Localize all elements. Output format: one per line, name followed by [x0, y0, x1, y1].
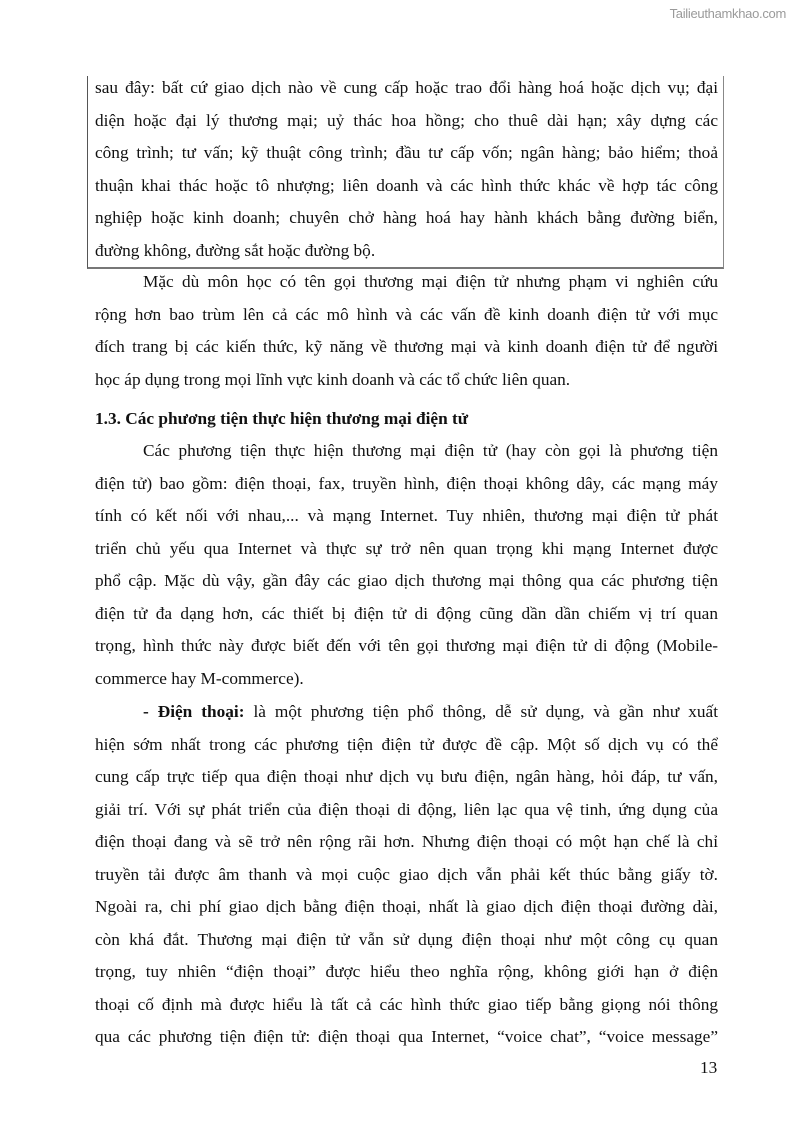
paragraph-line: qua các phương tiện điện tử: điện thoại qua Internet, “voice chat”, “voice message” — [95, 1027, 718, 1046]
paragraph-line — [143, 701, 718, 723]
paragraph-line: Các phương tiện thực hiện thương mại điện tử (hay còn gọi là phương tiện — [143, 441, 718, 460]
watermark: Tailieuthamkhao.com — [669, 6, 786, 21]
paragraph-line: điện thoại đang và sẽ trở nên rộng rãi hơn. Nhưng điện thoại có một hạn chế là chỉ — [95, 832, 718, 851]
paragraph-line: còn khá đắt. Thương mại điện tử vẫn sử dụng điện thoại như một công cụ quan — [95, 930, 718, 949]
box-text-line: đường không, đường sắt hoặc đường bộ. — [95, 241, 376, 260]
paragraph-line: cung cấp trực tiếp qua điện thoại như dịch vụ bưu điện, ngân hàng, hỏi đáp, tư vấn, — [95, 767, 718, 786]
paragraph-line: trọng, tuy nhiên “điện thoại” được hiểu theo nghĩa rộng, không giới hạn ở điện — [95, 962, 718, 981]
box-text-line: thuận khai thác hoặc tô nhượng; liên doanh và các hình thức khác về hợp tác công — [95, 176, 718, 195]
paragraph-line: điện tử) bao gồm: điện thoại, fax, truyền hình, điện thoại không dây, các mạng máy — [95, 474, 718, 493]
paragraph-line: Mặc dù môn học có tên gọi thương mại điện tử nhưng phạm vi nghiên cứu — [143, 272, 718, 291]
paragraph-line: học áp dụng trong mọi lĩnh vực kinh doanh và các tổ chức liên quan. — [95, 370, 571, 389]
box-text-line: công trình; tư vấn; kỹ thuật công trình; đầu tư cấp vốn; ngân hàng; bảo hiểm; thoả — [95, 143, 718, 162]
paragraph-line: truyền tải được âm thanh và mọi cuộc giao dịch vẫn phải kết thúc bằng giấy tờ. — [95, 865, 718, 884]
paragraph-line: commerce hay M-commerce). — [95, 669, 304, 688]
paragraph-line: trọng, hình thức này được biết đến với tên gọi thương mại điện tử di động (Mobile- — [95, 636, 718, 655]
paragraph-line: điện tử đa dạng hơn, các thiết bị điện tử di động cũng dần dần chiếm vị trí quan — [95, 604, 718, 623]
box-text-line: diện hoặc đại lý thương mại; uỷ thác hoa hồng; cho thuê dài hạn; xây dựng các — [95, 111, 718, 130]
paragraph-line: rộng hơn bao trùm lên cả các mô hình và các vấn đề kinh doanh điện tử với mục — [95, 305, 718, 324]
paragraph-line: đích trang bị các kiến thức, kỹ năng về thương mại và kinh doanh điện tử để người — [95, 337, 718, 356]
page-number: 13 — [700, 1058, 718, 1077]
paragraph-text: là một phương tiện phổ thông, dễ sử dụng, và gần như xuất — [253, 702, 718, 721]
paragraph-line: hiện sớm nhất trong các phương tiện điện tử được đề cập. Một số dịch vụ có thể — [95, 735, 718, 754]
paragraph-line: tính có kết nối với nhau,... và mạng Internet. Tuy nhiên, thương mại điện tử phát — [95, 506, 718, 525]
paragraph-line: triển chủ yếu qua Internet và thực sự trở nên quan trọng khi mạng Internet được — [95, 539, 718, 558]
paragraph-line: thoại cố định mà được hiểu là tất cả các hình thức giao tiếp bằng giọng nói thông — [95, 995, 718, 1014]
term-label: - Điện thoại: — [143, 702, 245, 721]
paragraph-line: giải trí. Với sự phát triển của điện thoại di động, liên lạc qua vệ tinh, ứng dụng của — [95, 800, 718, 819]
paragraph-line: phổ cập. Mặc dù vậy, gần đây các giao dịch thương mại thông qua các phương tiện — [95, 571, 718, 590]
box-text-line: sau đây: bất cứ giao dịch nào về cung cấp hoặc trao đổi hàng hoá hoặc dịch vụ; đại — [95, 78, 718, 97]
section-heading: 1.3. Các phương tiện thực hiện thương mại điện tử — [95, 409, 469, 428]
box-text-line: nghiệp hoặc kinh doanh; chuyên chở hàng hoá hay hành khách bằng đường biển, — [95, 208, 718, 227]
paragraph-line: Ngoài ra, chi phí giao dịch bằng điện thoại, nhất là giao dịch điện thoại đường dài, — [95, 897, 718, 916]
